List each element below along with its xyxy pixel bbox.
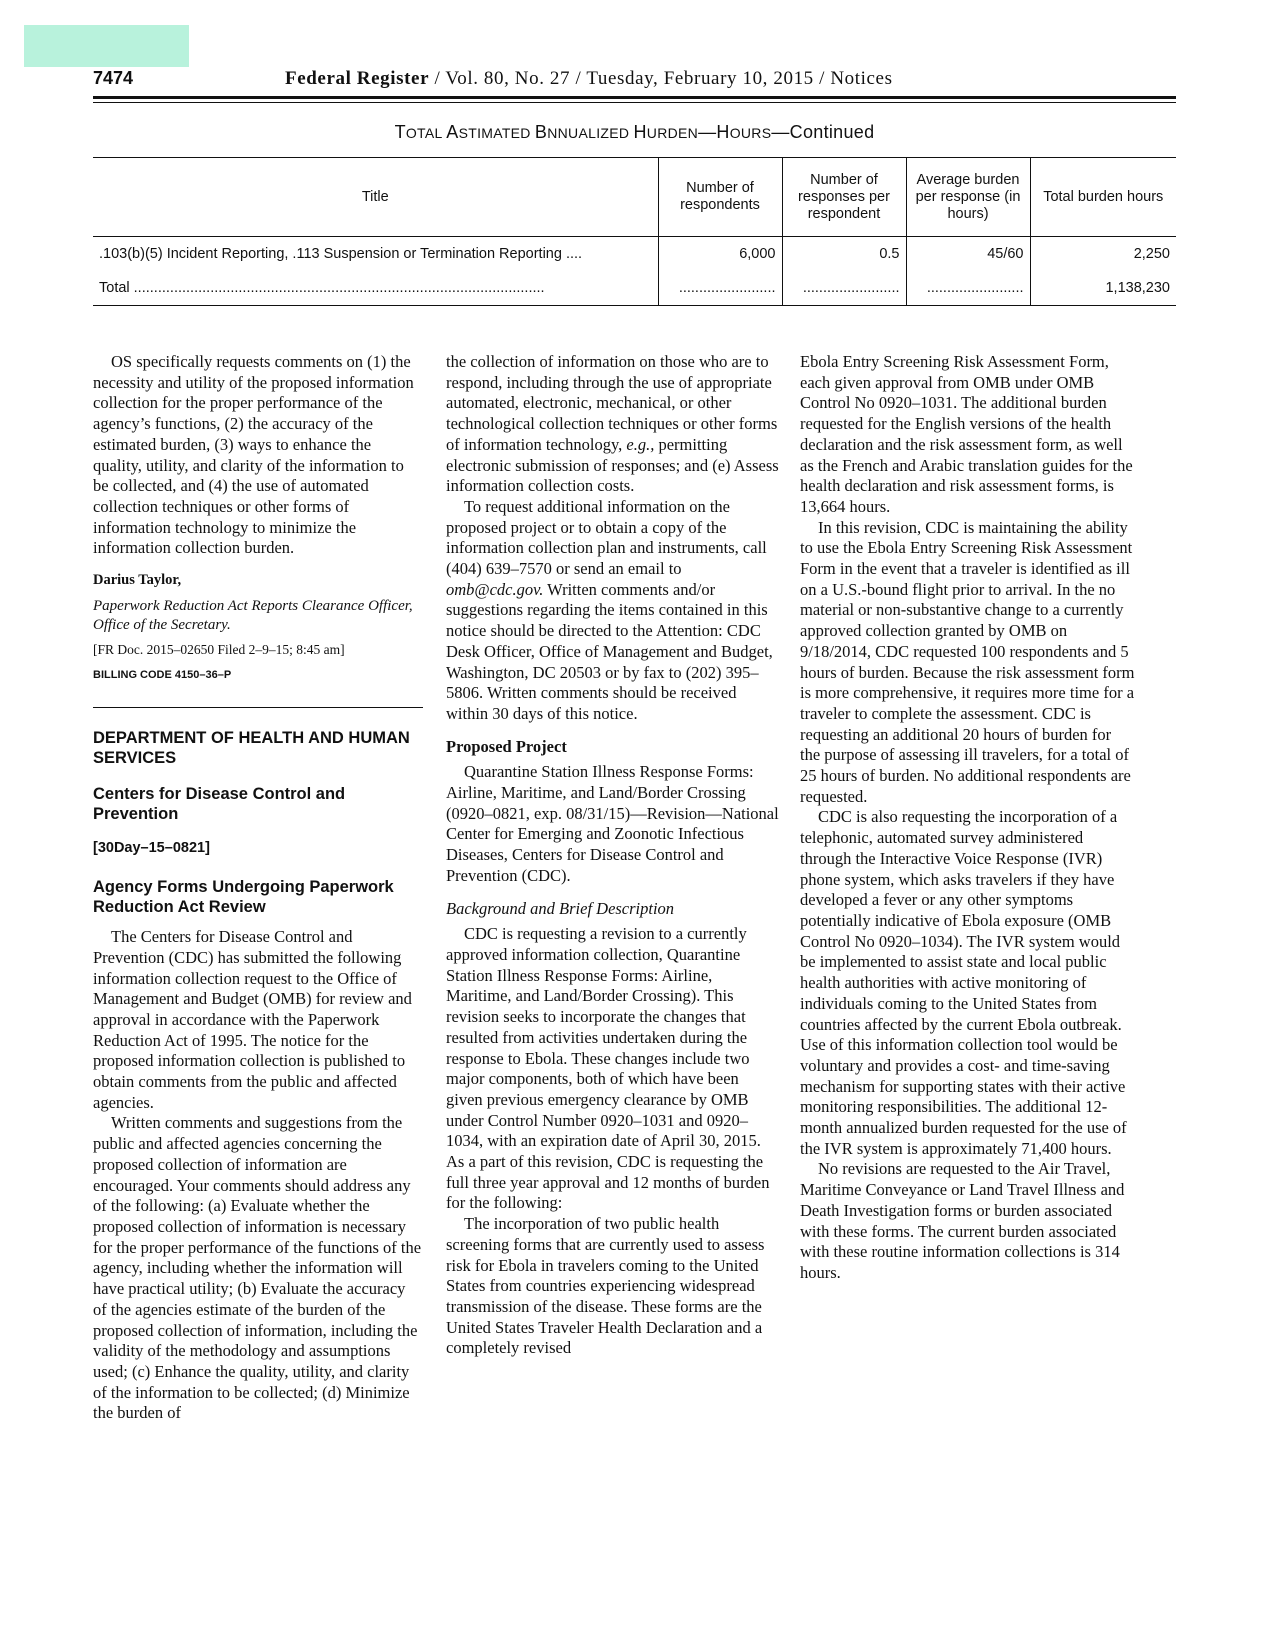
project-title-paragraph: Quarantine Station Illness Response Forms: Airline, Maritime, and Land/Border Crossing (0920–0821, exp. 08/31/15)—Revision—National Center for Emerging and Zoonotic Infectious Diseases, Centers for Disease Control and Prevention (CDC). — [446, 762, 779, 885]
col-header-avg-burden: Average burden per response (in hours) — [906, 158, 1030, 237]
email-link[interactable]: omb@cdc.gov. — [446, 579, 544, 599]
col-header-title: Title — [93, 158, 658, 237]
total-label: Total ...................................................................................................... — [93, 271, 658, 306]
no-revisions-paragraph: No revisions are requested to the Air Travel, Maritime Conveyance or Land Travel Illness and Death Investigation forms or burden associated with these forms. The current burden associated with these routine information collections is 314 hours. — [800, 1159, 1125, 1282]
continued-paragraph: the collection of information on those who are to respond, including through the use of appropriate automated, electronic, mechanical, or other technological collection techniques or other forms of information technology, e.g., permitting electronic submission of responses; and (e) Assess information collection costs. — [446, 352, 779, 496]
written-comments-paragraph: Written comments and suggestions from the public and affected agencies concerning the proposed collection of information are encouraged. Your comments should address any of the following: (a) Evaluate whether the proposed collection of information is necessary for the proper performance of the functions of the agency, including whether the information will have practical utility; (b) Evaluate the accuracy of the agencies estimate of the burden of the proposed collection of information, including the validity of the methodology and assumptions used; (c) Enhance the quality, utility, and clarity of the information to be collected; (d) Minimize the burden of — [93, 1113, 422, 1423]
background-heading: Background and Brief Description — [446, 898, 675, 918]
page-number: 7474 — [93, 68, 134, 88]
running-head — [285, 68, 893, 90]
total-burden-hours: 1,138,230 — [1030, 271, 1176, 306]
row-title: .103(b)(5) Incident Reporting, .113 Suspension or Termination Reporting .... — [99, 246, 583, 262]
row-responses: 0.5 — [782, 237, 906, 272]
journal-name: Federal Register — [285, 68, 430, 89]
text-column-2 — [446, 352, 779, 1359]
fr-doc-line: [FR Doc. 2015–02650 Filed 2–9–15; 8:45 am] — [93, 641, 345, 657]
page-header — [93, 68, 1176, 94]
text-column-3 — [800, 352, 1135, 1284]
issue-info: / Vol. 80, No. 27 / Tuesday, February 10, 2015 / Notices — [429, 68, 893, 89]
billing-code: BILLING CODE 4150–36–P — [93, 668, 232, 681]
document-tab-marker — [24, 25, 189, 67]
burden-table — [93, 157, 1176, 306]
col-header-total-burden: Total burden hours — [1030, 158, 1176, 237]
header-rule-thick — [93, 96, 1176, 99]
agency-heading: DEPARTMENT OF HEALTH AND HUMAN SERVICES — [93, 729, 410, 768]
docket-number: [30Day–15–0821] — [93, 840, 210, 857]
risk-form-paragraph: Ebola Entry Screening Risk Assessment Form, each given approval from OMB under OMB Control No 0920–1031. The additional burden requested for the English versions of the health declaration and the risk assessment form, as well as the French and Arabic translation guides for the health declaration and risk assessment forms, is 13,664 hours. — [800, 352, 1133, 516]
total-respondents: ........................ — [658, 271, 782, 306]
table-total-row — [93, 271, 1176, 306]
signer-name: Darius Taylor, — [93, 572, 182, 589]
request-info-paragraph: To request additional information on the proposed project or to obtain a copy of the information collection plan and instruments, call (404) 639–7570 or send an email to omb@cdc.gov. Written comments and/or suggestions regarding the items contained in this notice should be directed to the Attention: CDC Desk Officer, Office of Management and Budget, Washington, DC 20503 or by fax to (202) 395–5806. Written comments should be received within 30 days of this notice. — [446, 496, 773, 723]
total-responses: ........................ — [782, 271, 906, 306]
row-total-burden: 2,250 — [1030, 237, 1176, 272]
cdc-submission-paragraph: The Centers for Disease Control and Prevention (CDC) has submitted the following information collection request to the Office of Management and Budget (OMB) for review and approval in accordance with the Paperwork Reduction Act of 1995. The notice for the proposed information collection is published to obtain comments from the public and affected agencies. — [93, 927, 412, 1112]
maintaining-paragraph: In this revision, CDC is maintaining the ability to use the Ebola Entry Screening Risk Assessment Form in the event that a traveler is identified as ill on a U.S.-bound flight prior to arrival. In the no material or non-substantive change to a currently approved collection granted by OMB on 9/18/2014, CDC requested 100 respondents and 5 hours of burden. Because the risk assessment form is more comprehensive, it requires more time for a traveler to complete the assessment. CDC is requesting an additional 20 hours of burden for the purpose of assessing ill travelers, for a total of 25 hours of burden. No additional respondents are requested. — [800, 517, 1135, 806]
proposed-project-heading: Proposed Project — [446, 736, 567, 756]
screening-forms-paragraph: The incorporation of two public health screening forms that are currently used to assess risk for Ebola in travelers coming to the United States from countries experiencing widespread transmission of the disease. These forms are the United States Traveler Health Declaration and a completely revised — [446, 1214, 765, 1358]
sub-agency-heading: Centers for Disease Control and Prevention — [93, 785, 346, 824]
os-comments-paragraph: OS specifically requests comments on (1) the necessity and utility of the proposed information collection for the proper performance of the agency’s functions, (2) the accuracy of the estimated burden, (3) ways to enhance the quality, utility, and clarity of the information to be collected, and (4) the use of automated collection techniques or other forms of information technology to minimize the information collection burden. — [93, 352, 414, 558]
row-avg-burden: 45/60 — [906, 237, 1030, 272]
signer-title: Paperwork Reduction Act Reports Clearance Officer, Office of the Secretary. — [93, 597, 413, 633]
table-header-row — [93, 158, 1176, 237]
ivr-paragraph: CDC is also requesting the incorporation of a telephonic, automated survey administered through the Interactive Voice Response (IVR) phone system, which asks travelers if they have developed a fever or any other symptoms potentially indicative of Ebola exposure (OMB Control No 0920–1034). The IVR system would be implemented to assist state and local public health authorities with active monitoring of individuals coming to the United States from countries affected by the current Ebola outbreak. Use of this information collection tool would be voluntary and provides a cost- and time-saving mechanism for supporting states with their active monitoring responsibilities. The additional 12-month annualized burden requested for the use of the IVR system is approximately 71,400 hours. — [800, 807, 1127, 1158]
col-header-respondents: Number of respondents — [658, 158, 782, 237]
action-title: Agency Forms Undergoing Paperwork Reduction Act Review — [93, 878, 394, 917]
revision-paragraph: CDC is requesting a revision to a currently approved information collection, Quarantine Station Illness Response Forms: Airline, Maritime, and Land/Border Crossing). This revision seeks to incorporate the changes that resulted from activities undertaken during the response to Ebola. These changes include two major components, both of which have been given previous emergency clearance by OMB under Control Number 0920–1031 and 0920–1034, with an expiration date of April 30, 2015. As a part of this revision, CDC is requesting the full three year approval and 12 months of burden for the following: — [446, 924, 770, 1213]
section-divider — [93, 707, 423, 708]
table-row — [93, 237, 1176, 272]
table-title: TOTAL ASTIMATED BNNUALIZED HURDEN—HOURS—Continued — [394, 122, 875, 142]
header-rule-thin — [93, 102, 1176, 103]
row-respondents: 6,000 — [658, 237, 782, 272]
total-avg-burden: ........................ — [906, 271, 1030, 306]
text-column-1 — [93, 352, 423, 1424]
col-header-responses: Number of responses per respondent — [782, 158, 906, 237]
